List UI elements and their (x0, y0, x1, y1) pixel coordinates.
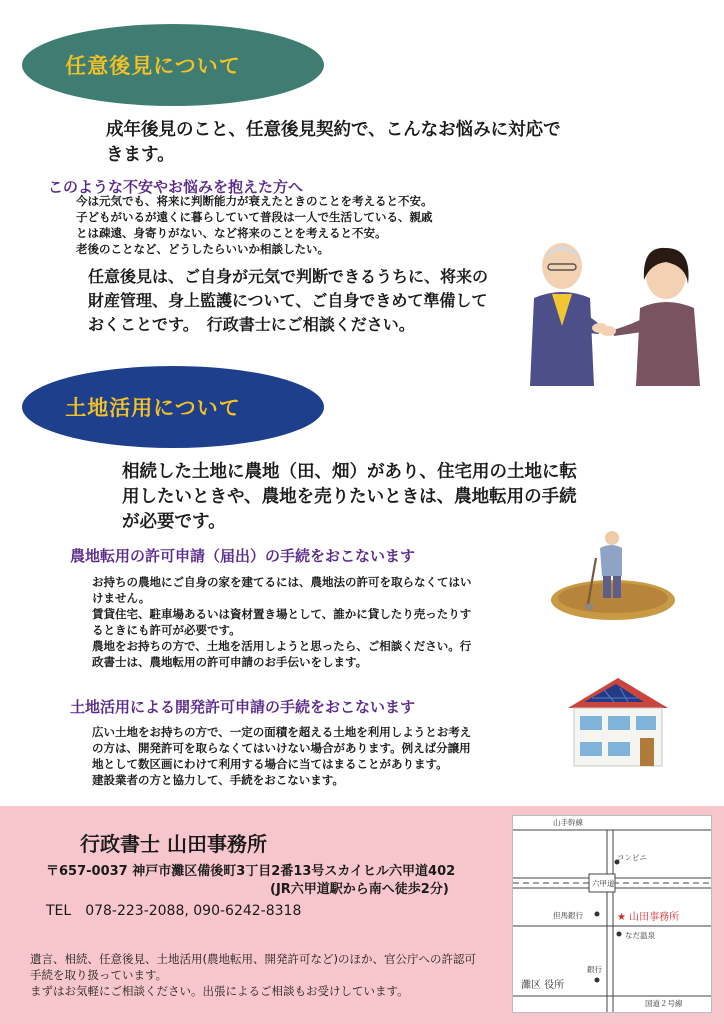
map-office-marker (617, 908, 679, 923)
development-text: 広い土地をお持ちの方で、一定の面積を超える土地を利用しようとお考え の方は、開発許可を取らなくてはいけない場合があります。例えば分譲用 地として数区画にわけて利用する場合に当てはまることがあります。 建設業者の方と協力して、手続をおこないます。 (92, 725, 472, 787)
map-label-bank2: 銀行 (587, 965, 602, 974)
section-title-pill (22, 24, 324, 106)
map-label-road-bottom: 国道２号線 (645, 999, 683, 1008)
list-item: 子どもがいるが遠くに暮らしていて普段は一人で生活している、親戚 (76, 210, 433, 224)
services-text: 遺言、相続、任意後見、土地活用(農地転用、開発許可など)のほか、官公庁への許認可 手続を取り扱っています。 まずはお気軽にご相談ください。出張によるご相談もお受けしています。 (30, 952, 476, 998)
map-label-ward-office: 灘区 役所 (521, 980, 565, 991)
map-label-bank1: 但馬銀行 (553, 911, 583, 920)
list-item: 今は元気でも、将来に判断能力が衰えたときのことを考えると不安。 (76, 194, 433, 208)
farmland-text: お持ちの農地にご自身の家を建てるには、農地法の許可を取らなくてはい けません。 賃貸住宅、駐車場あるいは資材置き場として、誰かに貸したり売ったりす るときにも許可が必要です。 農地をお持ちの方で、土地を活用しようと思ったら、ご相談ください。行 政書士は、農地転用の許可申請のお手伝いをします。 (92, 575, 472, 669)
subheading: このような不安やお悩みを抱えた方へ (48, 178, 304, 196)
lead-text: 相続した土地に農地（田、畑）があり、住宅用の土地に転 用したいときや、農地を売りたいときは、農地転用の手続 が必要です。 (122, 462, 577, 532)
map-label-station: 六甲道 (592, 879, 615, 888)
map-label-onsen: なだ温泉 (625, 931, 655, 940)
map-label-office: 山田事務所 (629, 912, 680, 923)
section-title: 任意後見について (65, 54, 241, 78)
office-telephone: TEL 078-223-2088, 090-6242-8318 (46, 903, 302, 919)
farmer-illustration (548, 528, 678, 623)
lead-text: 成年後見のこと、任意後見契約で、こんなお悩みに対応で きます。 (106, 120, 561, 165)
subheading: 土地活用による開発許可申請の手続をおこないます (70, 698, 416, 716)
list-item: 老後のことなど、どうしたらいいか相談したい。 (76, 242, 329, 256)
star-icon: ★ (617, 912, 626, 923)
access-map (512, 815, 712, 1013)
office-access: (JR六甲道駅から南へ徒歩2分) (270, 882, 449, 897)
list-item: とは疎遠、身寄りがない、など将来のことを考えると不安。 (76, 226, 387, 240)
section-title: 土地活用について (65, 396, 241, 420)
summary-text: 任意後見は、ご自身が元気で判断できるうちに、将来の 財産管理、身上監護について、ご自身できめて準備して おくことです。 行政書士にご相談ください。 (88, 267, 489, 334)
map-label-road-top: 山手幹線 (553, 818, 583, 827)
map-label-convenience: コンビニ (617, 853, 647, 862)
subheading: 農地転用の許可申請（届出）の手続をおこないます (70, 547, 416, 565)
office-address: 〒657-0037 神戸市灘区備後町3丁目2番13号スカイヒル六甲道402 (46, 864, 456, 879)
section-title-pill (22, 366, 324, 448)
worries-list (76, 193, 433, 257)
house-illustration (562, 676, 674, 768)
office-name: 行政書士 山田事務所 (80, 832, 267, 856)
handshake-illustration (518, 236, 718, 386)
